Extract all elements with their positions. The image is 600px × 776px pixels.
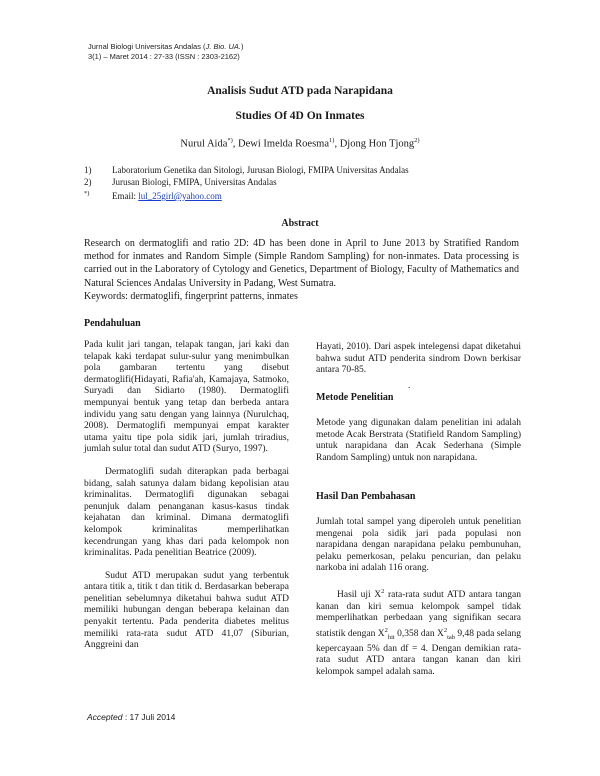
left-column <box>84 340 289 663</box>
paper-title: Analisis Sudut ATD pada Narapidana <box>207 85 393 97</box>
abstract-text: Research on dermatoglifi and ratio 2D: 4D has been done in April to June 2013 by Stratified Random method for inmates and Random Simple (Simple Random Sampling) for non-inmates. Data processing is carried out in the Laboratory of Cytology and Genetics, Department of Biology, Faculty of Mathematics and Natural Sciences Andalas University in Padang, West Sumatra. <box>84 238 519 289</box>
author-list: Nurul Aida*), Dewi Imelda Roesma$^{1)}$, Djong Hon Tjong$^{2)}$ <box>180 137 420 150</box>
paragraph: Hasil uji $X^2$ rata-rata sudut ATD antara tangan kanan dan kiri semua kelompok sampel tidak memperlihatkan perbedaan yang signifikan secara statistik dengan $X^2_{hit}$ 0,358 dan $X^2_{tab}$ 9,48 pada selang kepercayaan 5% dan df = 4. Dengan demikian rata-rata sudut ATD antara tangan kanan dan kiri kelompok sampel adalah sama. <box>316 587 521 677</box>
abstract-body <box>84 237 519 303</box>
journal-issue-line: 3(1) – Maret 2014 : 27-33 (ISSN : 2303-2162) <box>88 52 240 61</box>
paragraph: Sudut ATD merupakan sudut yang terbentuk antara titik a, titik t dan titik d. Berdasarkan beberapa penelitian sebelumnya diketahui bahwa sudut ATD memiliki hubungan dengan beberapa kelainan dan penyakit tertentu. Pada penderita diabetes melitus memiliki rata-rata sudut ATD 41,07 (Siburian, Anggreini dan <box>84 570 289 651</box>
paragraph: Metode yang digunakan dalam penelitian ini adalah metode Acak Berstrata (Statifield Random Sampling) untuk narapidana dan Acak Sederhana (Simple Random Sampling) untuk non narapidana. <box>316 418 521 463</box>
paragraph: Jumlah total sampel yang diperoleh untuk penelitian mengenai pola sidik jari pada populasi non narapidana dengan narapidana pelaku pembunuhan, pelaku pemerkosan, pelaku pencurian, dan pelaku narkoba ini adalah 116 orang. <box>316 517 521 574</box>
stray-dot: . <box>408 380 411 391</box>
paragraph: Pada kulit jari tangan, telapak tangan, jari kaki dan telapak kaki terdapat sulur-sulur yang menimbulkan pola gambaran tertentu yang disebut dermatoglifi(Hidayati, Rafia'ah, Kamajaya, Satmoko, Suryadi dan Sidiarto (1980). Dermatoglifi mempunyai bentuk yang tetap dan berbeda antara individu yang satu dengan yang lainnya (Nurulchaq, 2008). Dermatoglifi mempunyai empat karakter utama yaitu tipe pola sidik jari, jumlah triradius, jumlah sulur total dan sudut ATD (Suryo, 1997). <box>84 340 289 455</box>
section-heading-hasil: Hasil Dan Pembahasan <box>316 491 416 502</box>
abstract-keywords: Keywords: dermatoglifi, fingerprint patterns, inmates <box>84 290 298 302</box>
journal-name-line: Jurnal Biologi Universitas Andalas (J. Bio. UA.) <box>88 42 244 51</box>
section-heading-pendahuluan: Pendahuluan <box>84 318 141 329</box>
affiliations <box>84 164 409 202</box>
abstract-heading: Abstract <box>281 218 319 229</box>
accepted-footer: Accepted : 17 Juli 2014 <box>87 712 176 722</box>
right-column-metode <box>316 418 521 475</box>
journal-header <box>88 42 244 62</box>
affiliation-2: 2) Jurusan Biologi, FMIPA, Universitas Andalas <box>84 177 277 187</box>
right-column-top <box>316 342 521 391</box>
paragraph: Dermatoglifi sudah diterapkan pada berbagai bidang, salah satunya dalam bidang kepolisian atau kriminalitas. Dermatoglifi digunakan sebagai penunjuk dalam penanganan kasus-kasus tindak kejahatan dan kriminal. Dimana dermatoglifi kelompok kriminalitas memperlihatkan kecendrungan yang khas dari pada kelompok non kriminalitas. Pada penelitian Beatrice (2009). <box>84 466 289 559</box>
email-link[interactable]: lul_25girl@yahoo.com <box>138 191 222 201</box>
right-column-hasil <box>316 517 521 689</box>
email-line: *) Email: lul_25girl@yahoo.com <box>84 190 222 201</box>
section-heading-metode: Metode Penelitian <box>316 392 394 403</box>
paper-title-english: Studies Of 4D On Inmates <box>235 110 365 122</box>
paragraph: Hayati, 2010). Dari aspek intelegensi dapat diketahui bahwa sudut ATD penderita sindrom Down berkisar antara 70-85. <box>316 342 521 376</box>
affiliation-1: 1) Laboratorium Genetika dan Sitologi, Jurusan Biologi, FMIPA Universitas Andalas <box>84 165 409 175</box>
